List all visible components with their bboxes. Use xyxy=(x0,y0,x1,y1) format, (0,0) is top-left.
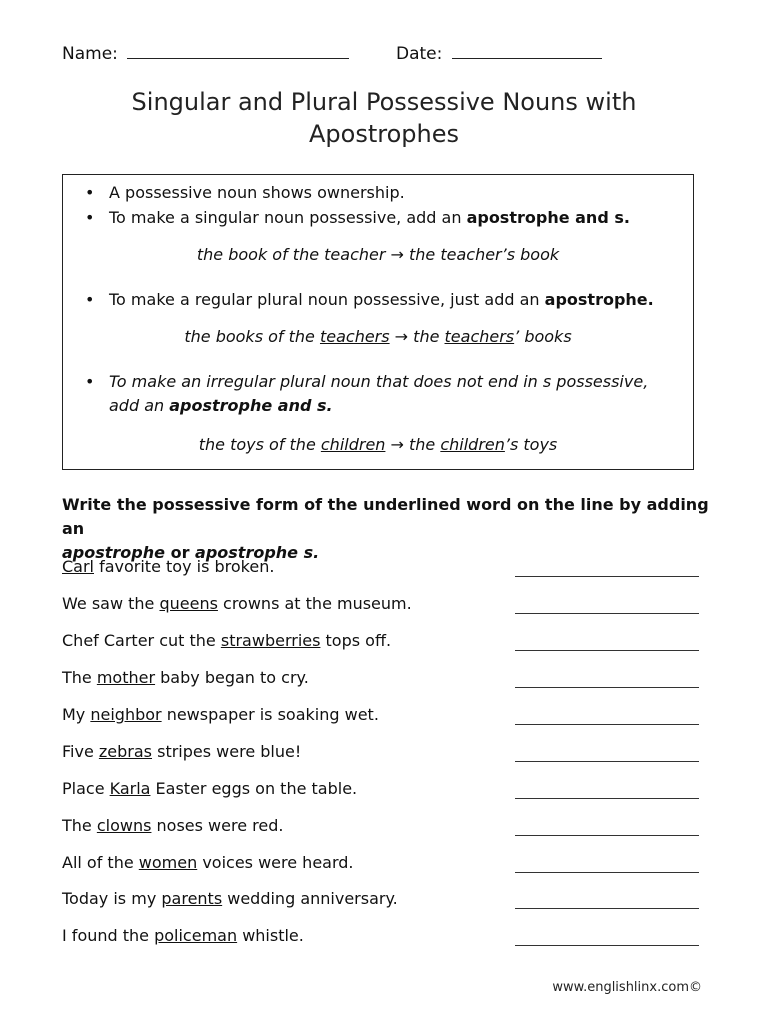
date-line[interactable] xyxy=(452,44,602,59)
example: the toys of the children → the children’s toys xyxy=(198,435,558,454)
example: the book of the teacher → the teacher’s book xyxy=(196,245,560,264)
underlined-noun: parents xyxy=(161,889,223,908)
answer-line[interactable] xyxy=(515,797,699,799)
answer-line[interactable] xyxy=(515,723,699,725)
underlined-noun: mother xyxy=(96,668,156,687)
underlined-noun: queens xyxy=(159,594,218,613)
answer-line[interactable] xyxy=(515,575,699,577)
underlined-noun: clowns xyxy=(96,816,152,835)
name-label: Name: xyxy=(62,44,118,64)
answer-line[interactable] xyxy=(515,944,699,946)
rule-item: • To make a singular noun possessive, add an apostrophe and s. xyxy=(85,208,630,227)
sentence-item: We saw the queens crowns at the museum. xyxy=(62,594,412,613)
name-line[interactable] xyxy=(127,44,349,59)
rule-item: • A possessive noun shows ownership. xyxy=(85,183,405,202)
footer-url: www.englishlinx.com© xyxy=(552,980,702,995)
sentence-item: I found the policeman whistle. xyxy=(62,926,304,945)
underlined-noun: Karla xyxy=(109,779,151,798)
answer-line[interactable] xyxy=(515,686,699,688)
sentence-item: Chef Carter cut the strawberries tops off. xyxy=(62,631,392,650)
answer-line[interactable] xyxy=(515,760,699,762)
example: the books of the teachers → the teachers’ books xyxy=(184,327,572,346)
underlined-noun: zebras xyxy=(98,742,153,761)
rule-item: • To make a regular plural noun possessive, just add an apostrophe. xyxy=(85,290,654,309)
date-field[interactable] xyxy=(396,44,602,64)
rule-item: • To make an irregular plural noun that does not end in s possessive, add an apostrophe and s. xyxy=(85,372,649,415)
underlined-noun: women xyxy=(138,853,198,872)
answer-line[interactable] xyxy=(515,871,699,873)
underlined-noun: strawberries xyxy=(220,631,321,650)
sentence-item: My neighbor newspaper is soaking wet. xyxy=(62,705,379,724)
name-field[interactable] xyxy=(62,44,349,64)
underlined-noun: policeman xyxy=(154,926,238,945)
underlined-noun: neighbor xyxy=(90,705,162,724)
underlined-noun: Carl xyxy=(62,557,94,576)
sentence-item: The mother baby began to cry. xyxy=(62,668,309,687)
sentence-item: Today is my parents wedding anniversary. xyxy=(62,889,398,908)
sentence-item: Carl favorite toy is broken. xyxy=(62,557,275,576)
sentence-item: The clowns noses were red. xyxy=(62,816,284,835)
sentence-item: All of the women voices were heard. xyxy=(62,853,354,872)
date-label: Date: xyxy=(396,44,443,64)
sentence-item: Five zebras stripes were blue! xyxy=(62,742,302,761)
answer-line[interactable] xyxy=(515,834,699,836)
instructions: Write the possessive form of the underlined word on the line by adding an apostrophe or apostrophe s. xyxy=(62,495,709,562)
sentence-item: Place Karla Easter eggs on the table. xyxy=(62,779,358,798)
answer-line[interactable] xyxy=(515,649,699,651)
answer-line[interactable] xyxy=(515,907,699,909)
answer-line[interactable] xyxy=(515,612,699,614)
page-title: Singular and Plural Possessive Nouns with Apostrophes xyxy=(131,88,637,148)
rules-box xyxy=(62,174,694,470)
